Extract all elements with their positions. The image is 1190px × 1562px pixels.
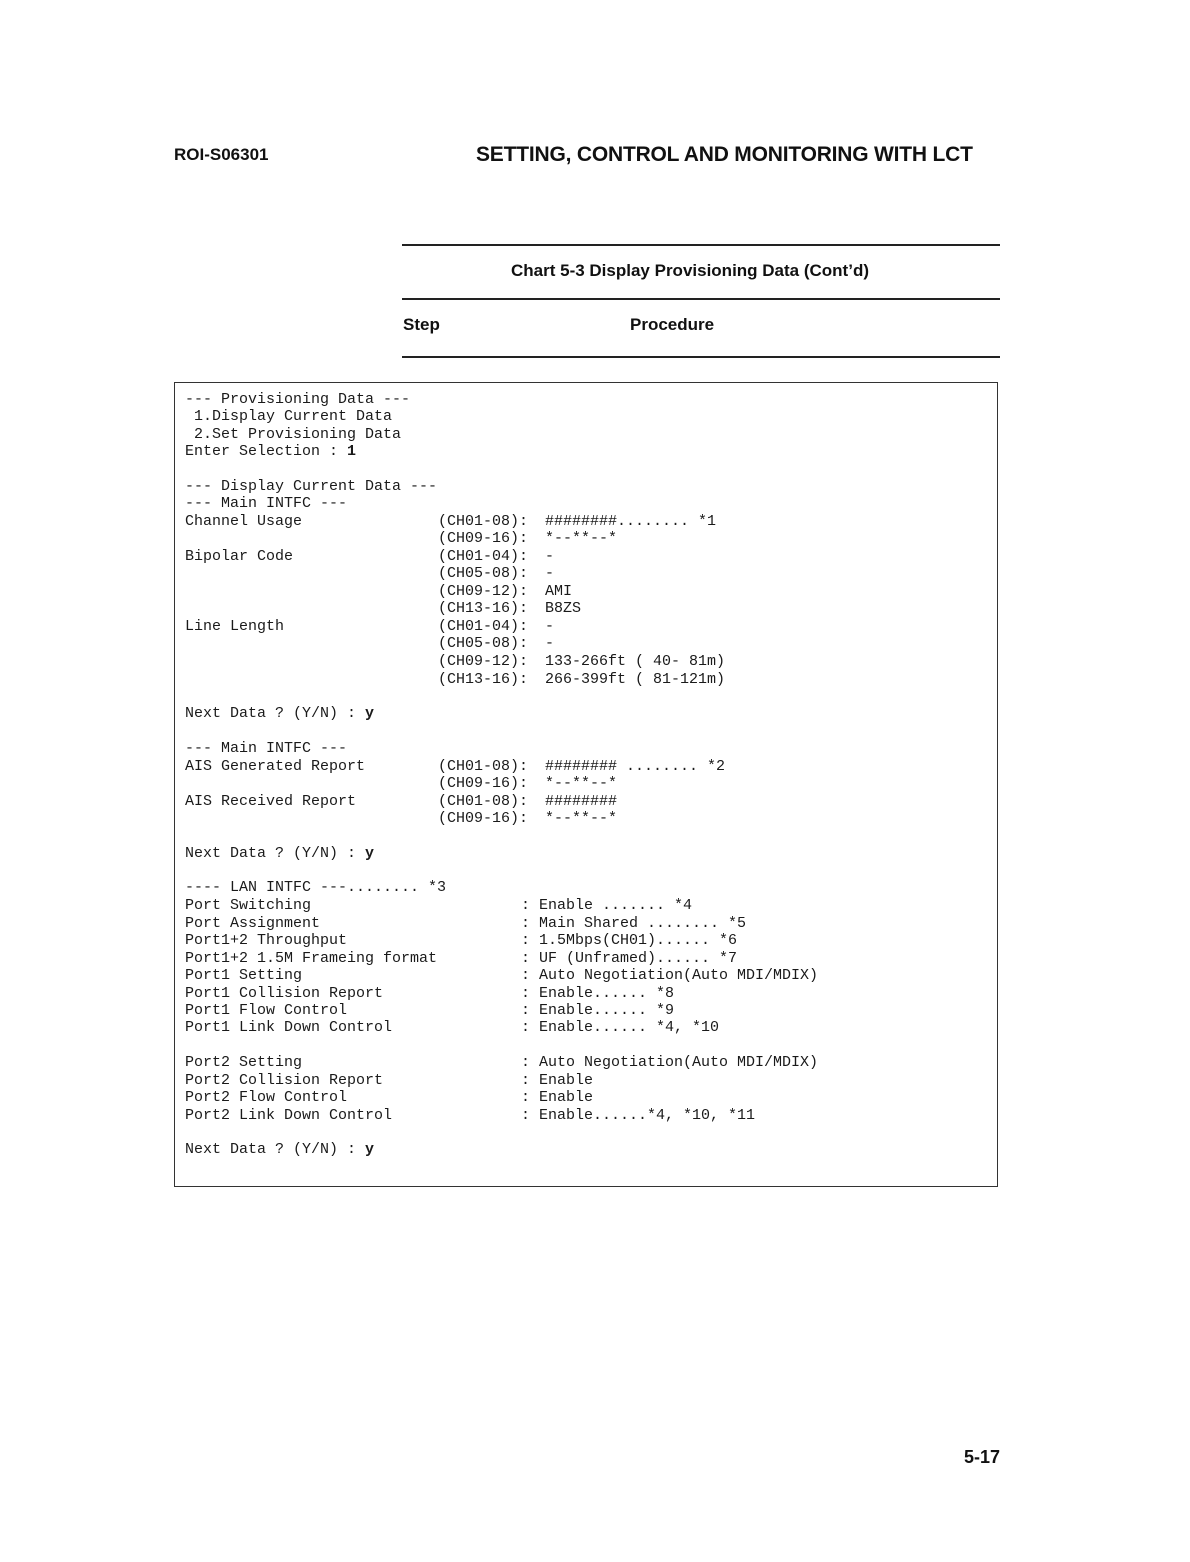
field-label: Port1 Link Down Control	[185, 1019, 393, 1036]
rule-mid	[402, 298, 1000, 300]
field-value: -	[545, 618, 555, 635]
field-label: Port Switching	[185, 897, 312, 914]
channel-range: (CH05-08):	[438, 635, 529, 652]
enter-selection-line: Enter Selection : 1	[185, 443, 357, 460]
channel-range: (CH09-16):	[438, 810, 529, 827]
main-intfc-header: --- Main INTFC ---	[185, 740, 348, 757]
field-value: : 1.5Mbps(CH01)...... *6	[521, 932, 738, 949]
channel-range: (CH13-16):	[438, 671, 529, 688]
field-value: : Enable	[521, 1072, 594, 1089]
field-label: Bipolar Code	[185, 548, 294, 565]
field-value: -	[545, 548, 555, 565]
field-label: Port2 Flow Control	[185, 1089, 348, 1106]
field-value: *--**--*	[545, 810, 618, 827]
field-label: Port1+2 1.5M Frameing format	[185, 950, 438, 967]
channel-range: (CH09-12):	[438, 653, 529, 670]
column-header-step: Step	[403, 315, 440, 334]
channel-range: (CH09-16):	[438, 530, 529, 547]
field-value: : Enable...... *4, *10	[521, 1019, 720, 1036]
field-value: : Enable...... *8	[521, 985, 675, 1002]
channel-range: (CH13-16):	[438, 600, 529, 617]
channel-range: (CH01-08):	[438, 793, 529, 810]
document-id: ROI-S06301	[174, 145, 269, 164]
next-data-prompt: Next Data ? (Y/N) : y	[185, 845, 375, 862]
field-label: Port2 Link Down Control	[185, 1107, 393, 1124]
channel-range: (CH01-04):	[438, 618, 529, 635]
next-data-prompt: Next Data ? (Y/N) : y	[185, 1141, 375, 1158]
field-value: *--**--*	[545, 775, 618, 792]
channel-range: (CH05-08):	[438, 565, 529, 582]
channel-range: (CH01-04):	[438, 548, 529, 565]
channel-range: (CH09-16):	[438, 775, 529, 792]
field-value: 266-399ft ( 81-121m)	[545, 671, 726, 688]
field-label: Port1 Flow Control	[185, 1002, 348, 1019]
field-label: Line Length	[185, 618, 285, 635]
field-value: B8ZS	[545, 600, 582, 617]
field-value: ######## ........ *2	[545, 758, 726, 775]
field-value: -	[545, 635, 555, 652]
field-label: Port2 Setting	[185, 1054, 303, 1071]
field-value: *--**--*	[545, 530, 618, 547]
field-value: : Auto Negotiation(Auto MDI/MDIX)	[521, 1054, 819, 1071]
page-number: 5-17	[964, 1447, 1001, 1467]
field-label: Port2 Collision Report	[185, 1072, 384, 1089]
column-header-procedure: Procedure	[630, 315, 715, 334]
field-value: : Main Shared ........ *5	[521, 915, 747, 932]
lan-intfc-header: ---- LAN INTFC ---........ *3	[185, 879, 447, 896]
enter-selection-line-input: 1	[347, 443, 357, 460]
field-value: : UF (Unframed)...... *7	[521, 950, 738, 967]
next-data-prompt-input: y	[365, 705, 375, 722]
next-data-prompt-input: y	[365, 1141, 375, 1158]
field-value: AMI	[545, 583, 573, 600]
channel-range: (CH09-12):	[438, 583, 529, 600]
section-title: SETTING, CONTROL AND MONITORING WITH LCT	[476, 143, 973, 166]
main-intfc-header: --- Main INTFC ---	[185, 495, 348, 512]
field-label: Channel Usage	[185, 513, 303, 530]
field-label: AIS Generated Report	[185, 758, 366, 775]
field-value: : Enable...... *9	[521, 1002, 675, 1019]
field-value: ########	[545, 793, 618, 810]
next-data-prompt-input: y	[365, 845, 375, 862]
field-label: Port1+2 Throughput	[185, 932, 348, 949]
field-value: : Auto Negotiation(Auto MDI/MDIX)	[521, 967, 819, 984]
rule-top	[402, 244, 1000, 246]
field-value: : Enable......*4, *10, *11	[521, 1107, 756, 1124]
menu-line: 2.Set Provisioning Data	[185, 426, 402, 443]
field-label: Port1 Collision Report	[185, 985, 384, 1002]
field-label: AIS Received Report	[185, 793, 357, 810]
field-value: ########........ *1	[545, 513, 717, 530]
field-value: : Enable ....... *4	[521, 897, 693, 914]
field-value: -	[545, 565, 555, 582]
channel-range: (CH01-08):	[438, 513, 529, 530]
field-label: Port1 Setting	[185, 967, 303, 984]
chart-title: Chart 5-3 Display Provisioning Data (Cont’d)	[511, 261, 869, 280]
rule-bottom	[402, 356, 1000, 358]
field-label: Port Assignment	[185, 915, 321, 932]
menu-line: 1.Display Current Data	[185, 408, 393, 425]
field-value: 133-266ft ( 40- 81m)	[545, 653, 726, 670]
channel-range: (CH01-08):	[438, 758, 529, 775]
menu-line: --- Provisioning Data ---	[185, 391, 411, 408]
field-value: : Enable	[521, 1089, 594, 1106]
next-data-prompt: Next Data ? (Y/N) : y	[185, 705, 375, 722]
display-current-data-header: --- Display Current Data ---	[185, 478, 438, 495]
